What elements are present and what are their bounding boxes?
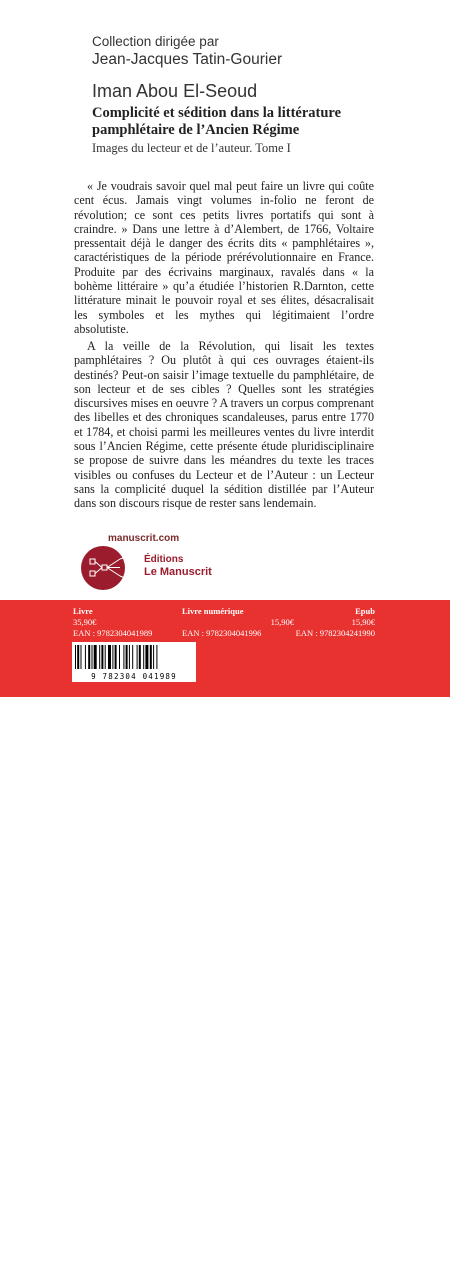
blurb-paragraph-2 xyxy=(74,339,374,511)
barcode-bar xyxy=(137,645,138,669)
barcode-bar xyxy=(145,645,148,669)
barcode-bar xyxy=(123,645,124,669)
barcode-bar xyxy=(88,645,90,669)
barcode-bar xyxy=(132,645,133,669)
price-column-print xyxy=(73,606,152,639)
barcode-bar xyxy=(108,645,111,669)
availability-note xyxy=(238,1245,438,1269)
price-column-epub xyxy=(290,606,375,639)
publisher-editions: Éditions xyxy=(144,554,184,565)
publisher-emblem-icon xyxy=(80,545,140,591)
book-subtitle: Images du lecteur et de l’auteur. Tome I xyxy=(92,141,291,155)
price-label: Epub xyxy=(355,606,375,616)
collection-line: Collection dirigée par xyxy=(92,34,219,49)
barcode-bar xyxy=(143,645,144,669)
price-label: Livre numérique xyxy=(182,606,244,616)
barcode-bar xyxy=(129,645,130,669)
author-name: Iman Abou El-Seoud xyxy=(92,81,258,101)
price-ean: EAN : 9782304241990 xyxy=(295,628,375,638)
barcode-bar xyxy=(94,645,97,669)
price-amount: 15,90€ xyxy=(351,617,375,627)
price-amount: 35,90€ xyxy=(73,617,97,627)
publisher-logo xyxy=(80,533,250,593)
isbn-barcode xyxy=(72,642,196,682)
price-ean: EAN : 9782304041996 xyxy=(182,628,262,638)
barcode-bar xyxy=(126,645,128,669)
barcode-bar xyxy=(150,645,152,669)
cover-header xyxy=(92,33,432,156)
barcode-bar xyxy=(105,645,106,669)
barcode-bars-icon xyxy=(72,642,196,672)
availability-line-1: Livre disponible sur manuscrit.com, xyxy=(289,1245,438,1256)
barcode-bar xyxy=(99,645,100,669)
blurb-text-1: « Je voudrais savoir quel mal peut faire un livre qui coûte cent écus. Jamais vingt volumes in-folio ne feront de révolution; ce sont ces petits livres portatifs qui sont à craindre. » Dans une lettre à d’Alembert, de 1766, Voltaire pressentait déjà le danger des écrits dits « pamphlétaires », caractéristiques de la période prérévolutionnaire en France. Produite par des écrivains marginaux, ravalés dans « la bohème littéraire » qu’a étudiée l’historien R.Darnton, cette littérature minait le pouvoir royal et ses élites, désacralisait les symboles et les mythes qui légitimaient l’ordre absolutiste. xyxy=(74,179,374,336)
barcode-bar xyxy=(81,645,82,669)
availability-line-2: en librairie et sur les librairies en ligne xyxy=(279,1257,438,1268)
book-title-line-1: Complicité et sédition dans la littérature xyxy=(92,105,342,121)
collection-director: Jean-Jacques Tatin-Gourier xyxy=(92,51,283,68)
publisher-name: Le Manuscrit xyxy=(144,566,212,578)
barcode-bar xyxy=(92,645,93,669)
barcode-bar xyxy=(139,645,141,669)
barcode-bar xyxy=(119,645,120,669)
blurb-text-2: A la veille de la Révolution, qui lisait les textes pamphlétaires ? Ou plutôt à qui ces ouvrages étaient-ils destinés? Peut-on saisir l’image textuelle du pamphlétaire, de son lecteur et de ses cibles ? Quelles sont les stratégies discursives mises en oeuvre ? A travers un corpus comprenant des libelles et des chroniques scandaleuses, parus entre 1770 et 1784, et choisi parmi les meilleures ventes du livre interdit sous l’Ancien Régime, cette présente étude pluridisciplinaire se propose de suivre dans les méandres du texte les traces visibles ou confuses du Lecteur et de l’Auteur : un Lecteur sans la complicité duquel la sédition distillée par l’Auteur dans son discours risque de rester sans lendemain. xyxy=(74,339,374,511)
price-amount: 15,90€ xyxy=(270,617,294,627)
price-column-digital xyxy=(182,606,294,639)
price-label: Livre xyxy=(73,606,93,616)
barcode-bar xyxy=(77,645,79,669)
price-ean: EAN : 9782304041989 xyxy=(73,628,153,638)
barcode-bar xyxy=(153,645,154,669)
price-band xyxy=(0,600,450,1268)
barcode-bar xyxy=(101,645,103,669)
barcode-digits: 9 782304 041989 xyxy=(91,672,177,681)
barcode-bar xyxy=(75,645,76,669)
barcode-bar xyxy=(156,645,157,669)
barcode-bar xyxy=(85,645,86,669)
publisher-url: manuscrit.com xyxy=(108,533,180,544)
book-title xyxy=(92,105,432,139)
barcode-bar xyxy=(115,645,117,669)
book-title-line-2: pamphlétaire de l’Ancien Régime xyxy=(92,122,300,138)
barcode-bar xyxy=(112,645,113,669)
blurb-paragraph-1 xyxy=(74,179,374,336)
